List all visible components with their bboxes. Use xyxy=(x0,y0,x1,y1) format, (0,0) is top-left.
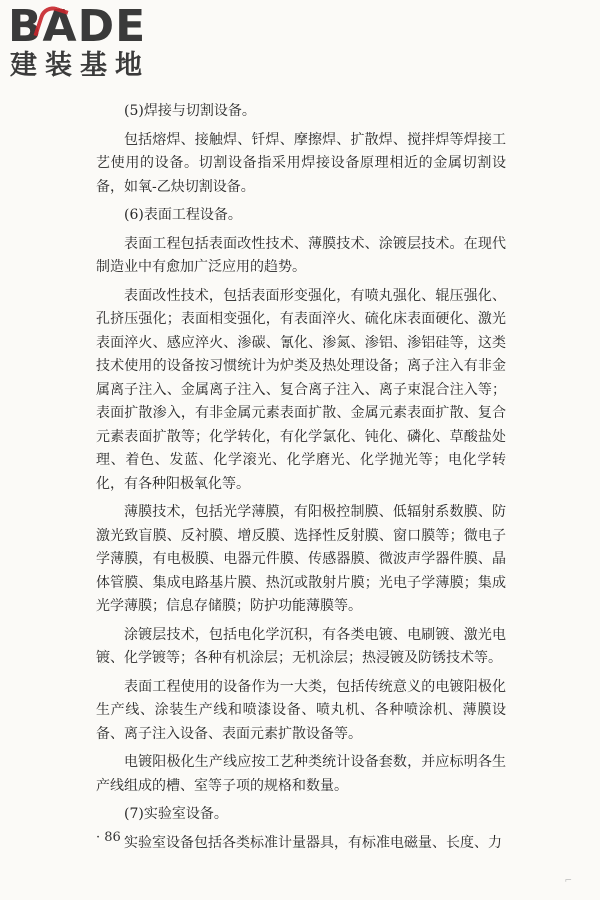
section-heading-6: (6)表面工程设备。 xyxy=(124,207,242,223)
page-body xyxy=(96,100,506,860)
logo-wordmark xyxy=(8,1,178,52)
logo-subtitle: 建装基地 xyxy=(10,50,150,81)
paragraph-surface-modification: 表面改性技术，包括表面形变强化，有喷丸强化、辊压强化、孔挤压强化；表面相变强化，有表面淬火、硫化床表面硬化、激光表面淬火、感应淬火、渗碳、氰化、渗氮、渗铝、渗铝硅等，这类技术使用的设备按习惯统计为炉类及热处理设备；离子注入有非金属离子注入、金属离子注入、复合离子注入、离子束混合注入等；表面扩散渗入，有非金属元素表面扩散、金属元素表面扩散、复合元素表面扩散等；化学转化，有化学氯化、钝化、磷化、草酸盐处理、着色、发蓝、化学滚光、化学磨光、化学抛光等；电化学转化，有各种阳极氧化等。 xyxy=(96,287,506,492)
brand-logo xyxy=(8,1,178,82)
paragraph-thin-film: 薄膜技术，包括光学薄膜，有阳极控制膜、低辐射系数膜、防激光致盲膜、反衬膜、增反膜、选择性反射膜、窗口膜等；微电子学薄膜，有电极膜、电器元件膜、传感器膜、微波声学器件膜、晶体管膜、集成电路基片膜、热沉或散射片膜；光电子学薄膜；集成光学薄膜；信息存储膜；防护功能薄膜等。 xyxy=(96,504,506,614)
section-heading-5: (5)焊接与切割设备。 xyxy=(124,103,256,119)
logo-brand-text: BADE xyxy=(8,1,147,52)
corner-mark: ⌐ xyxy=(564,876,572,886)
page-number: · 86 · xyxy=(96,830,130,845)
paragraph-coating: 涂镀层技术，包括电化学沉积，有各类电镀、电刷镀、激光电镀、化学镀等；各种有机涂层；无机涂层；热浸镀及防锈技术等。 xyxy=(96,626,506,666)
paragraph-welding: 包括熔焊、接触焊、钎焊、摩擦焊、扩散焊、搅拌焊等焊接工艺使用的设备。切割设备指采用焊接设备原理相近的金属切割设备，如氧-乙炔切割设备。 xyxy=(96,131,506,195)
paragraph-surface-engineering: 表面工程包括表面改性技术、薄膜技术、涂镀层技术。在现代制造业中有愈加广泛应用的趋势。 xyxy=(96,235,506,275)
paragraph-laboratory: 实验室设备包括各类标准计量器具，有标准电磁量、长度、力 xyxy=(124,834,502,851)
paragraph-surface-equipment: 表面工程使用的设备作为一大类，包括传统意义的电镀阳极化生产线、涂装生产线和喷漆设备、喷丸机、各种喷涂机、薄膜设备、离子注入设备、表面元素扩散设备等。 xyxy=(96,678,506,742)
section-heading-7: (7)实验室设备。 xyxy=(124,806,228,822)
paragraph-anodizing-line: 电镀阳极化生产线应按工艺种类统计设备套数，并应标明各生产线组成的槽、室等子项的规格和数量。 xyxy=(96,754,506,794)
